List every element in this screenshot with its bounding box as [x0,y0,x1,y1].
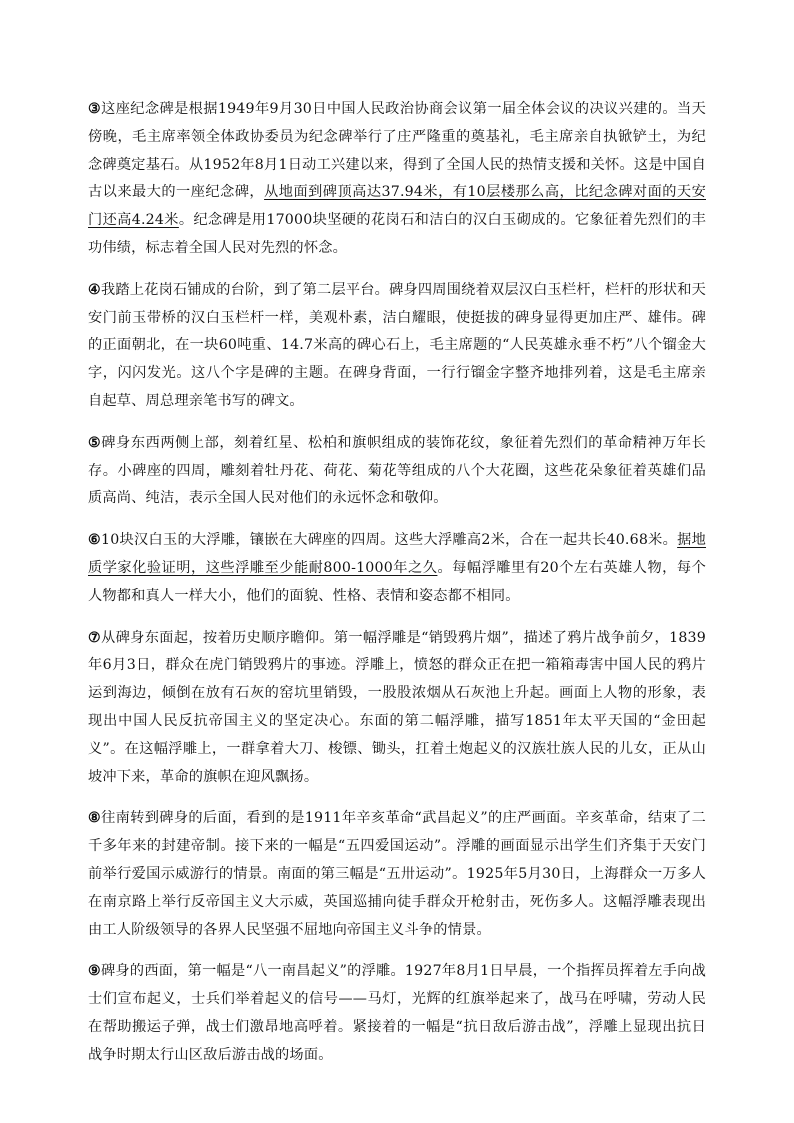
paragraph-number: ⑧ [88,810,102,827]
paragraph-text: 碑身东西两侧上部，刻着红星、松柏和旗帜组成的装饰花纹，象征着先烈们的革命精神万年长存。小碑座的四周，雕刻着牡丹花、荷花、菊花等组成的八个大花圈，这些花朵象征着英雄们品质高尚、纯洁，表示全国人民对他们的永远怀念和敬仰。 [88,434,707,507]
paragraph-text: 碑身的西面，第一幅是“八一南昌起义”的浮雕。1927年8月1日早晨，一个指挥员挥着左手向战士们宣布起义，士兵们举着起义的信号——马灯，光辉的红旗举起来了，战马在呼啸，劳动人民在帮助搬运子弹，战士们激昂地高呼着。紧接着的一幅是“抗日敌后游击战”，浮雕上显现出抗日战争时期太行山区敌后游击战的场面。 [88,963,706,1063]
paragraph-6 [88,527,706,610]
paragraph-text: 往南转到碑身的后面，看到的是1911年辛亥革命“武昌起义”的庄严画面。辛亥革命，结束了二千多年来的封建帝制。接下来的一幅是“五四爱国运动”。浮雕的画面显示出学生们齐集于天安门前举行爱国示威游行的情景。南面的第三幅是“五卅运动”。1925年5月30日，上海群众一万多人在南京路上举行反帝国主义大示威，英国巡捕向徒手群众开枪射击，死伤多人。这幅浮雕表现出由工人阶级领导的各界人民坚强不屈地向帝国主义斗争的情景。 [88,810,707,938]
paragraph-text: 这座纪念碑是根据1949年9月30日中国人民政治协商会议第一届全体会议的决议兴建的。当天傍晚，毛主席率领全体政协委员为纪念碑举行了庄严隆重的奠基礼，毛主席亲自执锨铲土，为纪念碑奠定基石。从1952年8月1日动工兴建以来，得到了全国人民的热情支援和关怀。这是中国自古以来最大的一座纪念碑， [88,101,706,201]
paragraph-3 [88,96,706,263]
paragraph-number: ③ [88,101,102,117]
paragraph-text: 从碑身东面起，按着历史顺序瞻仰。第一幅浮雕是“销毁鸦片烟”，描述了鸦片战争前夕，1839年6月3日，群众在虎门销毁鸦片的事迹。浮雕上，愤怒的群众正在把一箱箱毒害中国人民的鸦片运到海边，倾倒在放有石灰的窑坑里销毁，一股股浓烟从石灰池上升起。画面上人物的形象，表现出中国人民反抗帝国主义的坚定决心。东面的第二幅浮雕，描写1851年太平天国的“金田起义”。在这幅浮雕上，一群拿着大刀、梭镖、锄头，扛着土炮起义的汉族壮族人民的儿女，正从山坡冲下来，革命的旗帜在迎风飘扬。 [88,629,707,785]
paragraph-number: ⑤ [88,434,102,451]
paragraph-8 [88,805,706,944]
paragraph-text: 。纪念碑是用17000块坚硬的花岗石和洁白的汉白玉砌成的。它象征着先烈们的丰功伟绩，标志着全国人民对先烈的怀念。 [88,212,706,256]
paragraph-number: ⑨ [88,963,101,980]
document-body [88,96,706,1084]
underlined-sentence: 从地面到碑顶高达37.94米，有10层楼那么高，比纪念碑对面的天安门还高4.24米 [88,184,706,229]
paragraph-text: 。每幅浮雕里有20个左右英雄人物，每个人物都和真人一样大小，他们的面貌、性格、表情和姿态都不相同。 [88,559,706,604]
paragraph-7 [88,625,706,792]
paragraph-4 [88,277,706,416]
underlined-sentence: 据地质学家化验证明，这些浮雕至少能耐800-1000年之久 [88,532,707,576]
paragraph-text: 我踏上花岗石铺成的台阶，到了第二层平台。碑身四周围绕着双层汉白玉栏杆，栏杆的形状和天安门前玉带桥的汉白玉栏杆一样，美观朴素，洁白耀眼，使挺拔的碑身显得更加庄严、雄伟。碑的正面朝北，在一块60吨重、14.7米高的碑心石上，毛主席题的“人民英雄永垂不朽”八个镏金大字，闪闪发光。这八个字是碑的主题。在碑身背面，一行行镏金字整齐地排列着，这是毛主席亲自起草、周总理亲笔书写的碑文。 [88,281,707,409]
paragraph-text: 10块汉白玉的大浮雕，镶嵌在大碑座的四周。这些大浮雕高2米，合在一起共长40.68米。 [101,532,678,549]
paragraph-5 [88,430,706,513]
paragraph-number: ④ [88,281,101,298]
paragraph-number: ⑦ [88,629,102,646]
paragraph-number: ⑥ [88,532,102,549]
paragraph-9 [88,958,706,1069]
